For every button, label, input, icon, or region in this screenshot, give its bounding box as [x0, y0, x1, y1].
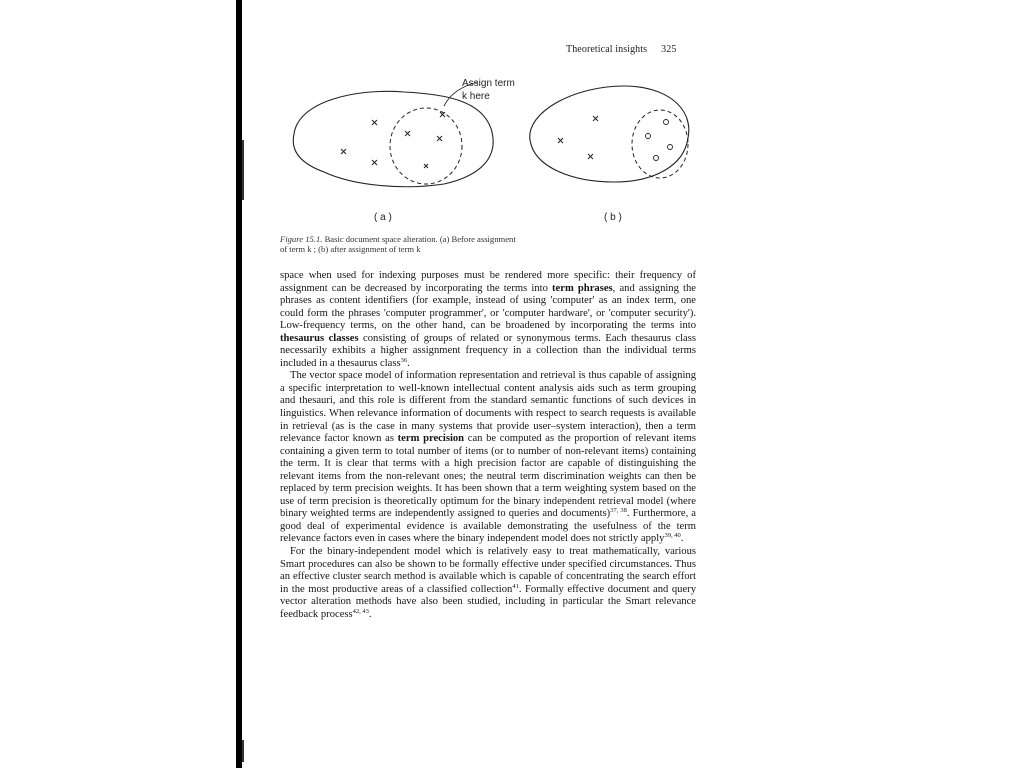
paragraph-3: For the binary-independent model which is relatively easy to treat mathematically, various Smart procedures can also be shown to be formally effective under specified circumstances. Thus an effective cluster search method is available which is capable of concentrating the search effort in the most productive areas of a classified collection$^{41}$. Formally effective document and query vector alteration methods have also been studied, including in particular the Smart relevance feedback process$^{42, 43}$. — [280, 546, 696, 620]
bold-term-phrases: term phrases — [552, 282, 613, 294]
figure-15-1 — [274, 72, 694, 232]
bold-term-precision: term precision — [397, 433, 465, 445]
scan-left-edge — [236, 0, 242, 768]
caption-text-line-1: Basic document space alteration. (a) Before assignment — [324, 234, 516, 244]
document-markers-b — [558, 116, 598, 159]
caption-figure-label: Figure 15.1. — [280, 234, 323, 244]
document-space-diagram — [274, 72, 694, 232]
page-number: 325 — [661, 44, 677, 55]
figure-caption — [280, 234, 620, 254]
citation-ref: 41 — [512, 582, 519, 590]
citation-ref: 39, 40 — [664, 532, 681, 540]
caption-text-line-2: of term k ; (b) after assignment of term k — [280, 244, 421, 254]
document-space-outline-b — [530, 86, 689, 182]
body-text — [280, 270, 696, 621]
panel-label-b: ( b ) — [604, 212, 622, 223]
book-page — [244, 0, 1024, 768]
panel-label-a: ( a ) — [374, 212, 392, 223]
citation-ref: 42, 43 — [352, 607, 369, 615]
moved-document-markers-b — [646, 120, 673, 161]
citation-ref: 37, 38 — [610, 507, 627, 515]
term-cluster-b — [632, 110, 688, 178]
document-markers-a — [341, 112, 445, 168]
citation-ref: 36 — [400, 356, 408, 364]
bold-thesaurus-classes: thesaurus classes — [280, 332, 359, 344]
term-cluster-a — [390, 108, 462, 184]
paragraph-1: space when used for indexing purposes must be rendered more specific: their frequency of assignment can be decreased by incorporating the terms into term phrases, and assigning the phrases as content identifiers (for example, instead of using 'computer' as an index term, one could form the phrases 'computer programmer', or 'computer hardware', or 'computer security'). Low-frequency terms, on the other hand, can be broadened by incorporating the terms into thesaurus classes consisting of groups of related or synonymous terms. Each thesaurus class necessarily exhibits a higher assignment frequency in a collection than the individual terms included in a thesaurus class$^{36}$. — [280, 270, 696, 369]
paragraph-2: The vector space model of information representation and retrieval is thus capable of assigning a specific interpretation to well-known intellectual content analysis aids such as term grouping and thesauri, and this role is different from the standard semantic functions of such devices in linguistics. When relevance information of documents with respect to search requests is available in retrieval (as is the case in many systems that provide user–system interaction), then a term relevance factor known as term precision can be computed as the proportion of relevant items containing a given term to total number of items (or to number of non-relevant items) containing the term. It is clear that terms with a high precision factor are capable of distinguishing the relevant items from the non-relevant ones; the neutral term discrimination weights can then be replaced by term precision weights. It has been shown that a term weighting system based on the use of term precision is theoretically optimum for the binary independent retrieval model (where binary weighted terms are independently assigned to queries and documents)$^{37, 38}$. Furthermore, a good deal of experimental evidence is available demonstrating the usefulness of the term relevance factors even in cases where the binary independent model does not strictly apply$^{39, 40}$. — [280, 370, 696, 545]
document-space-outline-a — [293, 91, 493, 186]
running-header — [566, 44, 676, 55]
annotation-k-here: k here — [462, 91, 490, 102]
annotation-assign-term: Assign term — [462, 78, 515, 89]
running-title: Theoretical insights — [566, 44, 648, 55]
